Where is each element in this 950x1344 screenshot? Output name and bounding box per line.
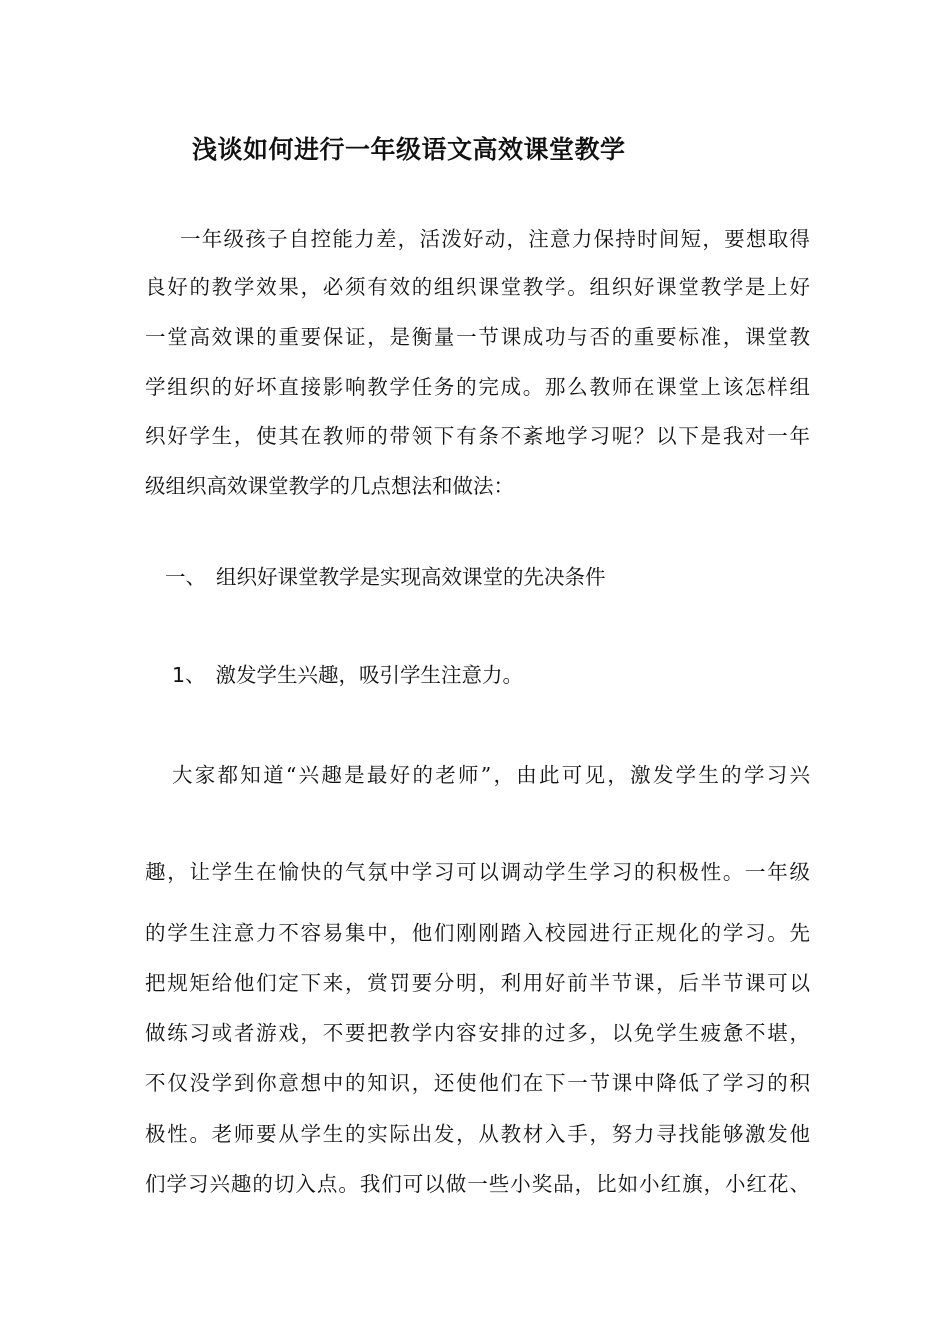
paragraph-1-line-3: 一堂高效课的重要保证，是衡量一节课成功与否的重要标准，课堂教 (145, 325, 810, 349)
paragraph-2-line-1: 大家都知道“兴趣是最好的老师”，由此可见，激发学生的学习兴 (172, 763, 810, 787)
paragraph-2-line-5: 做练习或者游戏，不要把教学内容安排的过多，以免学生疲惫不堪， (145, 1021, 810, 1045)
paragraph-2-line-6: 不仅没学到你意想中的知识，还使他们在下一节课中降低了学习的积 (145, 1071, 810, 1095)
paragraph-1-line-1: 一年级孩子自控能力差，活泼好动，注意力保持时间短，要想取得 (180, 227, 810, 251)
paragraph-1-line-4: 学组织的好坏直接影响教学任务的完成。那么教师在课堂上该怎样组 (145, 375, 810, 399)
paragraph-2-line-8: 们学习兴趣的切入点。我们可以做一些小奖品，比如小红旗，小红花、 (145, 1172, 810, 1196)
paragraph-2-line-7: 极性。老师要从学生的实际出发，从教材入手，努力寻找能够激发他 (145, 1122, 810, 1146)
subsection-number: 1、 (172, 663, 206, 687)
subsection-heading-text: 激发学生兴趣，吸引学生注意力。 (215, 663, 524, 687)
section-heading-1 (165, 560, 606, 590)
paragraph-1-line-5: 织好学生，使其在教师的带领下有条不紊地学习呢？以下是我对一年 (145, 424, 810, 448)
subsection-heading-1 (172, 658, 523, 688)
paragraph-2-line-3: 的学生注意力不容易集中，他们刚刚踏入校园进行正规化的学习。先 (145, 921, 810, 945)
paragraph-1-line-6: 级组织高效课堂教学的几点想法和做法： (145, 474, 514, 498)
paragraph-2-line-2: 趣，让学生在愉快的气氛中学习可以调动学生学习的积极性。一年级 (145, 860, 810, 884)
document-title: 浅谈如何进行一年级语文高效课堂教学 (192, 135, 626, 164)
section-heading-text: 组织好课堂教学是实现高效课堂的先决条件 (216, 565, 606, 589)
paragraph-1-line-2: 良好的教学效果，必须有效的组织课堂教学。组织好课堂教学是上好 (145, 275, 810, 299)
section-number: 一、 (165, 565, 206, 589)
paragraph-2-line-4: 把规矩给他们定下来，赏罚要分明，利用好前半节课，后半节课可以 (145, 971, 810, 995)
